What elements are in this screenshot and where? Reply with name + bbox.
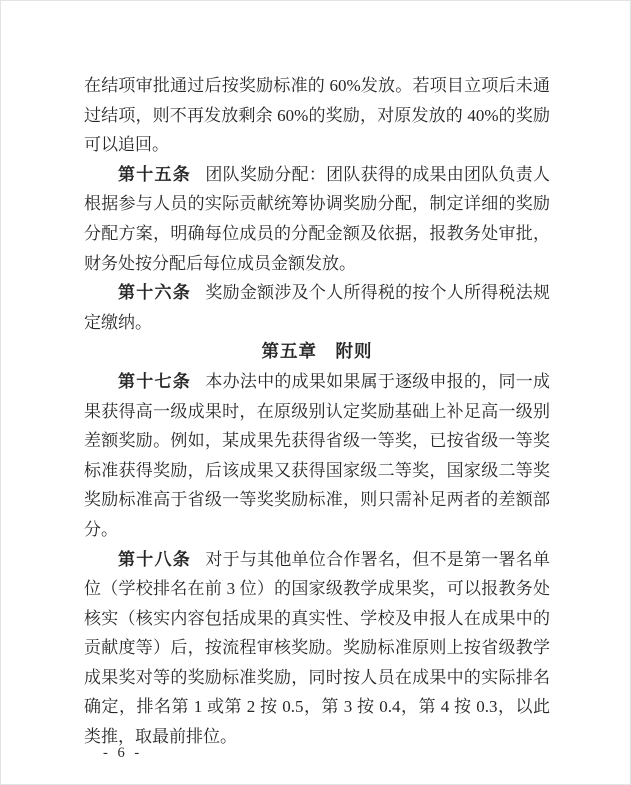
article-number: 第十八条 bbox=[118, 549, 191, 569]
paragraph-text: 在结项审批通过后按奖励标准的 60%发放。若项目立项后未通过结项，则不再发放剩余 60%的奖励，对原发放的 40%的奖励可以追回。 bbox=[84, 76, 550, 155]
paragraph-text: 本办法中的成果如果属于逐级申报的，同一成果获得高一级成果时，在原级别认定奖励基础上补足高一级别差额奖励。例如，某成果先获得省级一等奖，已按省级一等奖标准获得奖励，后该成果又获得国家级二等奖，国家级二等奖奖励标准高于省级一等奖奖励标准，则只需补足两者的差额部分。 bbox=[84, 371, 551, 539]
page-number: - 6 - bbox=[103, 745, 143, 761]
paragraph-continuation bbox=[84, 71, 550, 160]
article-17 bbox=[84, 367, 550, 545]
article-18 bbox=[84, 545, 550, 752]
paragraph-text: 对于与其他单位合作署名，但不是第一署名单位（学校排名在前 3 位）的国家级教学成果奖，可以报教务处核实（核实内容包括成果的真实性、学校及申报人在成果中的贡献度等）后，按流程审核奖励。奖励标准原则上按省级教学成果奖对等的奖励标准奖励，同时按人员在成果中的实际排名确定，排名第 1 或第 2 按 0.5，第 3 按 0.4，第 4 按 0.3，以此类推，取最前排位。 bbox=[84, 549, 551, 747]
article-15 bbox=[84, 160, 550, 278]
chapter-heading: 第五章 附则 bbox=[261, 341, 373, 362]
document-body bbox=[1, 1, 630, 752]
article-number: 第十五条 bbox=[118, 164, 191, 184]
paragraph-text: 团队奖励分配：团队获得的成果由团队负责人根据参与人员的实际贡献统筹协调奖励分配，制定详细的奖励分配方案，明确每位成员的分配金额及依据，报教务处审批，财务处按分配后每位成员金额发放。 bbox=[84, 164, 551, 273]
article-16 bbox=[84, 278, 550, 337]
paragraph-text: 奖励金额涉及个人所得税的按个人所得税法规定缴纳。 bbox=[84, 283, 551, 332]
article-number: 第十六条 bbox=[118, 283, 191, 303]
article-number: 第十七条 bbox=[118, 371, 191, 391]
